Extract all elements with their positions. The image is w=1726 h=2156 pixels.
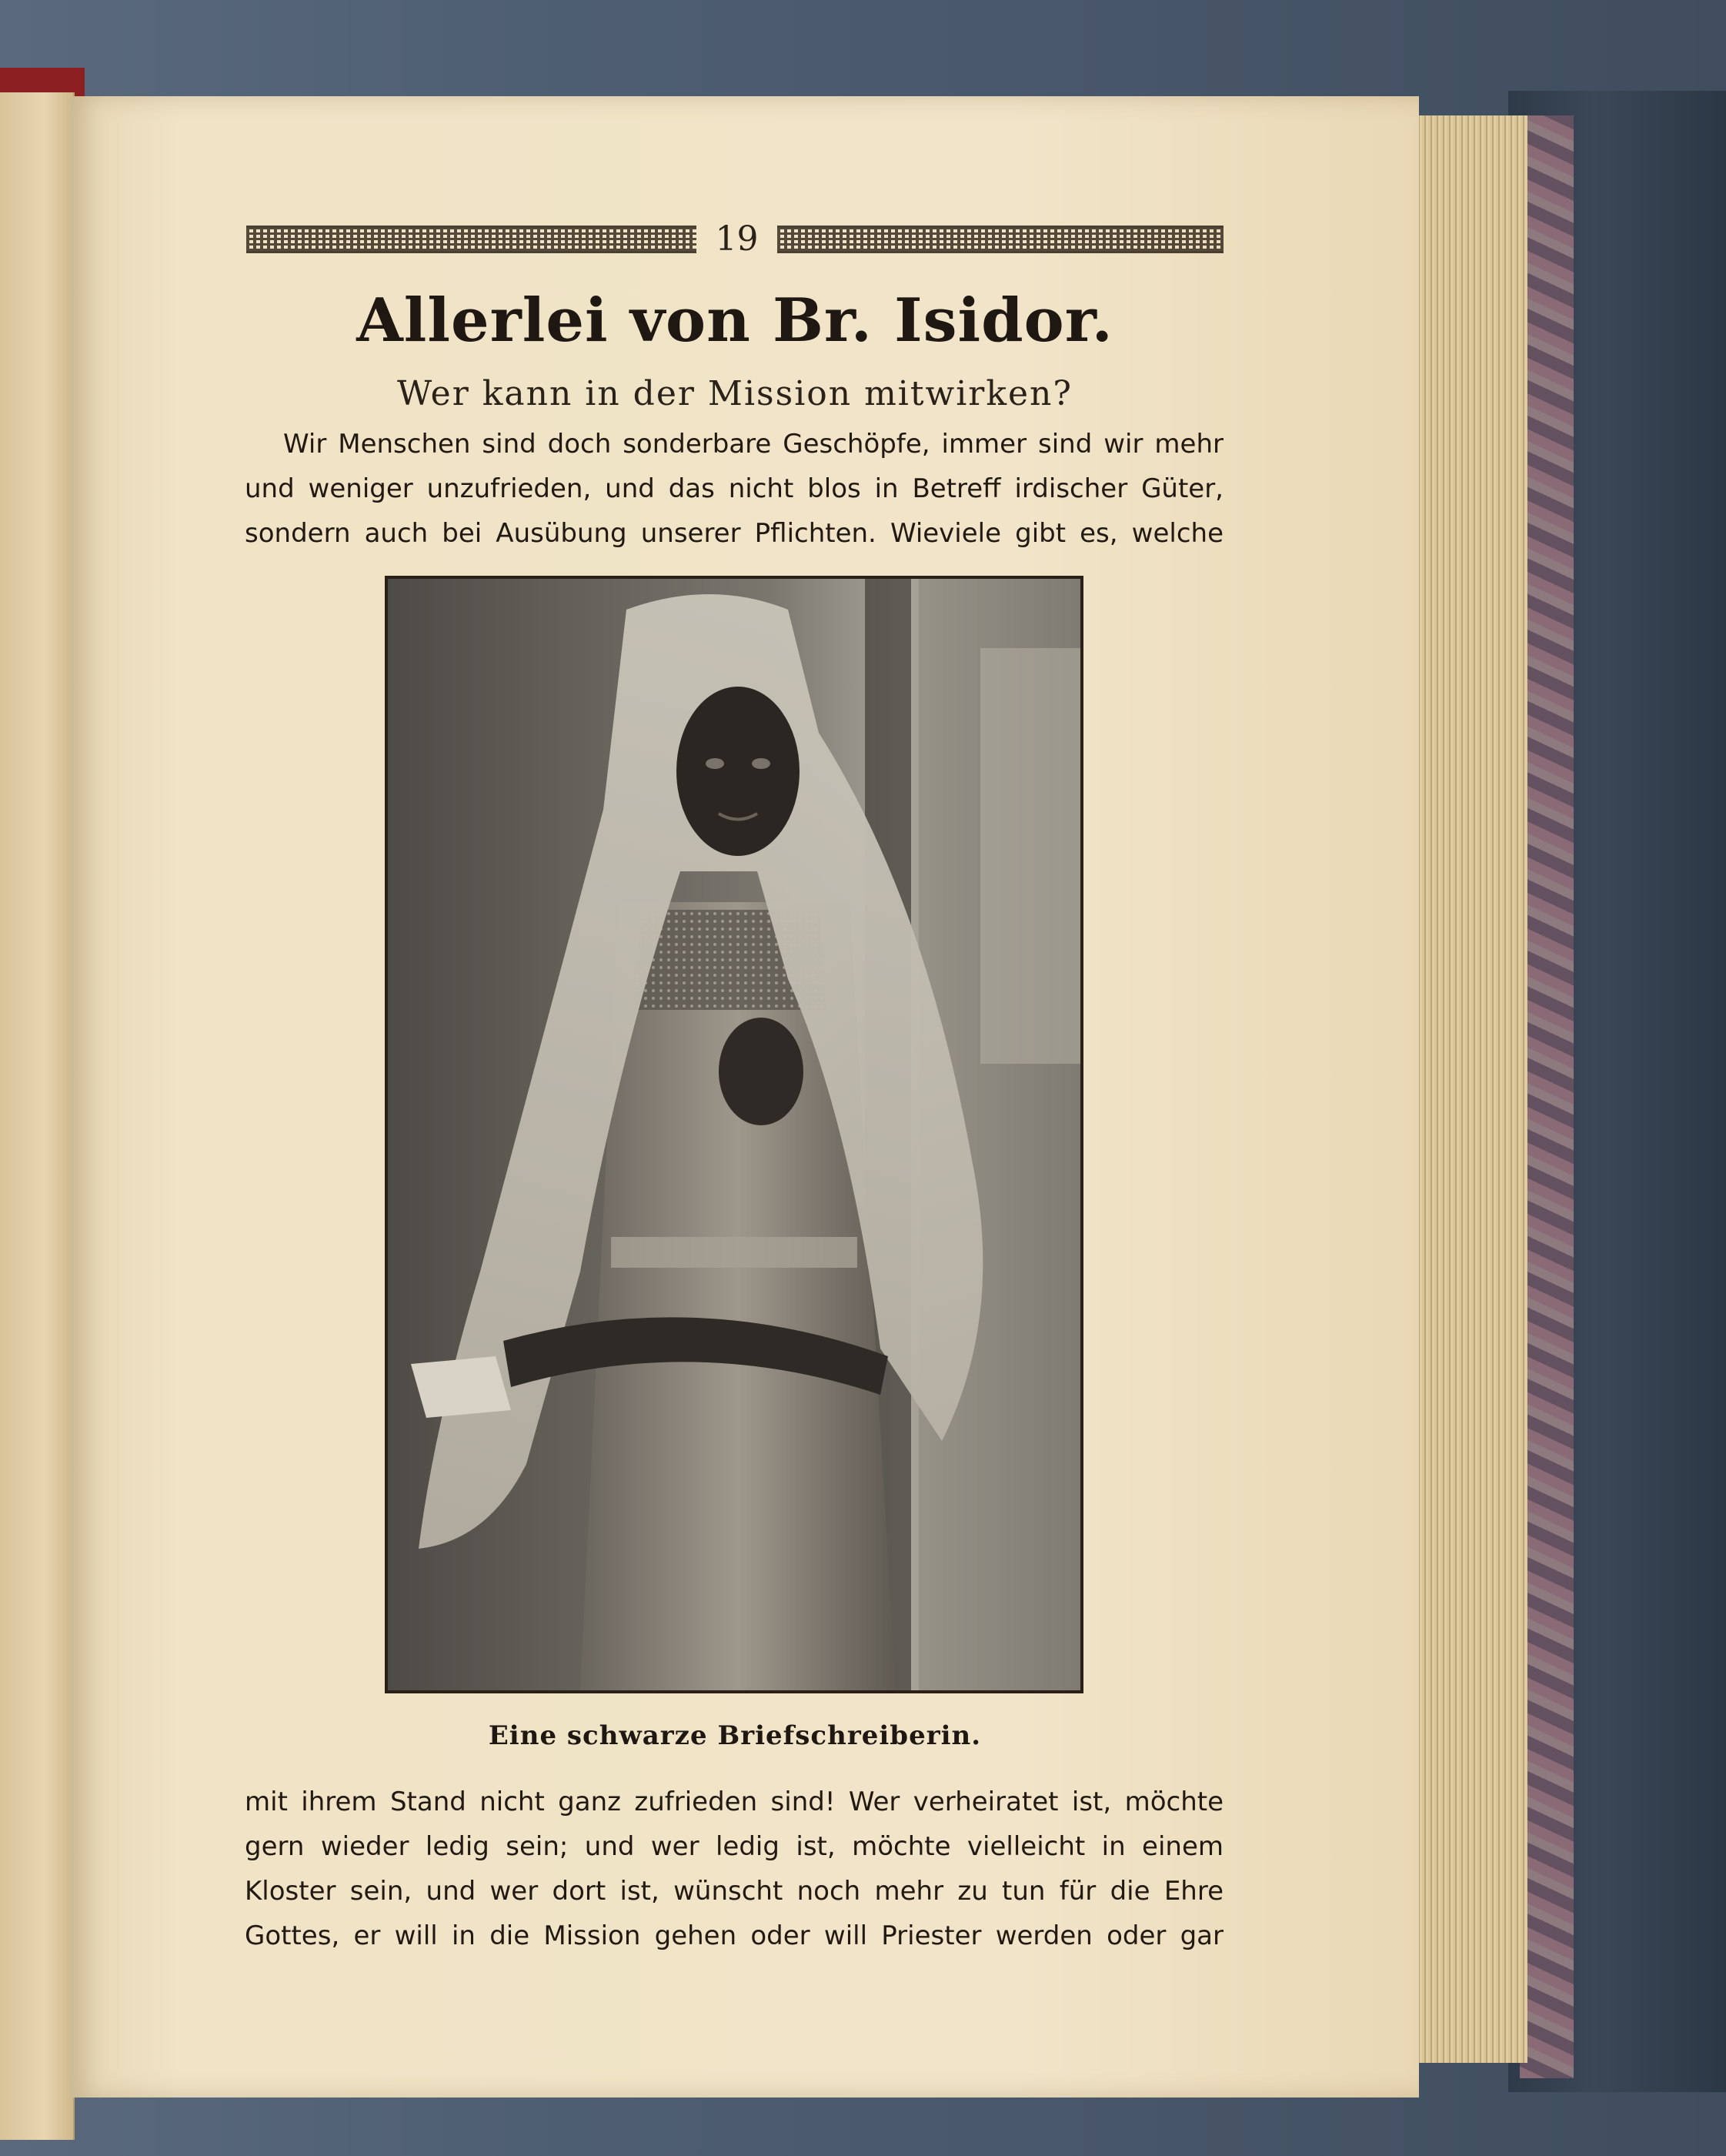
- marbled-binding: [1520, 115, 1574, 2078]
- paragraph-top: [245, 422, 1224, 556]
- photo-illustration: [388, 579, 1080, 1690]
- text-line: sondern auch bei Ausübung unserer Pflichten. Wieviele gibt es, welche: [245, 518, 1224, 549]
- text-line: Gottes, er will in die Mission gehen oder will Priester werden oder gar: [245, 1920, 1224, 1951]
- page-header: [246, 219, 1224, 258]
- ornament-right-icon: [777, 226, 1224, 253]
- article-subtitle: Wer kann in der Mission mitwirken?: [397, 374, 1073, 413]
- left-page-sliver: [0, 92, 75, 2140]
- paragraph-bottom: [245, 1780, 1224, 1958]
- page-edges: [1414, 115, 1527, 2063]
- text-line: Wir Menschen sind doch sonderbare Geschöpfe, immer sind wir mehr: [283, 429, 1224, 460]
- portrait-photo: [385, 576, 1083, 1693]
- page-number: 19: [715, 219, 759, 259]
- photo-caption: Eine schwarze Briefschreiberin.: [488, 1720, 982, 1751]
- text-line: Kloster sein, und wer dort ist, wünscht noch mehr zu tun für die Ehre: [245, 1876, 1224, 1907]
- text-line: gern wieder ledig sein; und wer ledig ist, möchte vielleicht in einem: [245, 1831, 1224, 1862]
- text-line: mit ihrem Stand nicht ganz zufrieden sind! Wer verheiratet ist, möchte: [245, 1787, 1224, 1817]
- article-title: Allerlei von Br. Isidor.: [356, 286, 1113, 356]
- text-line: und weniger unzufrieden, und das nicht blos in Betreff irdischer Güter,: [245, 473, 1224, 504]
- ornament-left-icon: [246, 226, 696, 253]
